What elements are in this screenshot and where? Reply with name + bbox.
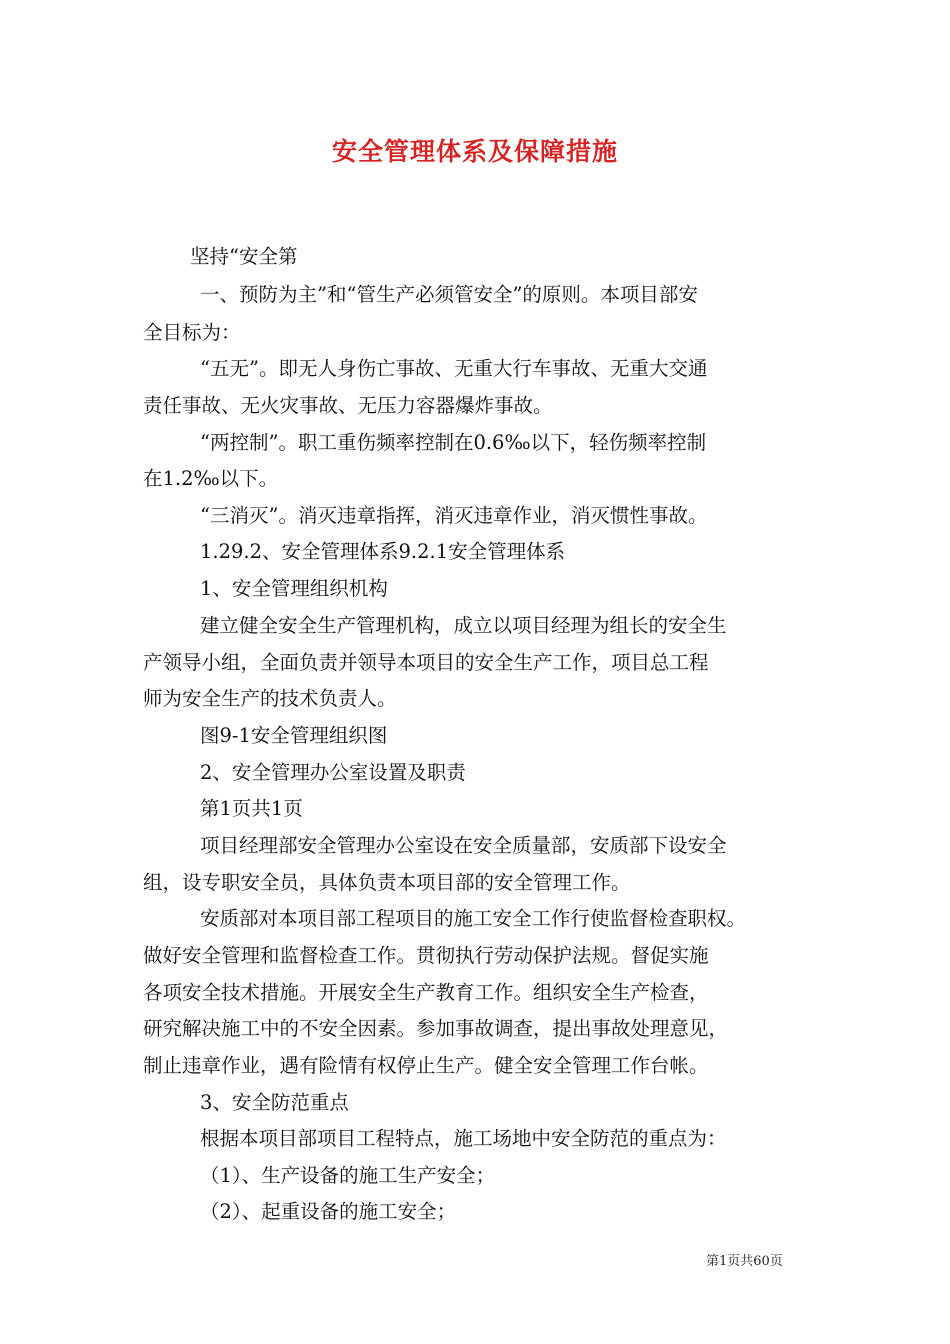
paragraph-line: 建立健全安全生产管理机构，成立以项目经理为组长的安全生 [200,614,727,637]
paragraph-line: 坚持“安全第 [190,245,298,268]
paragraph-line: 一、预防为主”和“管生产必须管安全”的原则。本项目部安 [200,283,698,306]
paragraph-line: 研究解决施工中的不安全因素。参加事故调查，提出事故处理意见， [143,1017,729,1040]
paragraph-line: 组，设专职安全员，具体负责本项目部的安全管理工作。 [143,871,631,894]
paragraph-line: 2、安全管理办公室设置及职责 [200,761,466,784]
paragraph-line: “两控制”。职工重伤频率控制在0.6‰以下，轻伤频率控制 [200,431,707,454]
paragraph-line: 产领导小组，全面负责并领导本项目的安全生产工作，项目总工程 [143,651,709,674]
document-title: 安全管理体系及保障措施 [331,137,618,166]
paragraph-line: 在1.2‰以下。 [143,467,279,490]
paragraph-line: “五无”。即无人身伤亡事故、无重大行车事故、无重大交通 [200,357,708,380]
paragraph-line: 全目标为： [143,321,241,344]
paragraph-line: 第1页共1页 [200,797,303,820]
paragraph-line: 安质部对本项目部工程项目的施工安全工作行使监督检查职权。 [200,907,747,930]
paragraph-line: 1.29.2、安全管理体系9.2.1安全管理体系 [200,540,566,563]
paragraph-line: 做好安全管理和监督检查工作。贯彻执行劳动保护法规。督促实施 [143,944,709,967]
paragraph-line: “三消灭”。消灭违章指挥，消灭违章作业，消灭惯性事故。 [200,504,708,527]
paragraph-line: 图9-1安全管理组织图 [200,724,388,747]
paragraph-line: 3、安全防范重点 [200,1091,349,1114]
paragraph-line: 1、安全管理组织机构 [200,577,388,600]
paragraph-line: 根据本项目部项目工程特点，施工场地中安全防范的重点为： [200,1127,727,1150]
paragraph-line: （1）、生产设备的施工生产安全； [200,1164,496,1187]
paragraph-line: 制止违章作业，遇有险情有权停止生产。健全安全管理工作台帐。 [143,1054,709,1077]
page-number: 第1页共60页 [706,1254,783,1269]
paragraph-line: （2）、起重设备的施工安全； [200,1200,457,1223]
paragraph-line: 各项安全技术措施。开展安全生产教育工作。组织安全生产检查， [143,981,709,1004]
paragraph-line: 师为安全生产的技术负责人。 [143,687,397,710]
paragraph-line: 责任事故、无火灾事故、无压力容器爆炸事故。 [143,394,553,417]
paragraph-line: 项目经理部安全管理办公室设在安全质量部，安质部下设安全 [200,834,727,857]
